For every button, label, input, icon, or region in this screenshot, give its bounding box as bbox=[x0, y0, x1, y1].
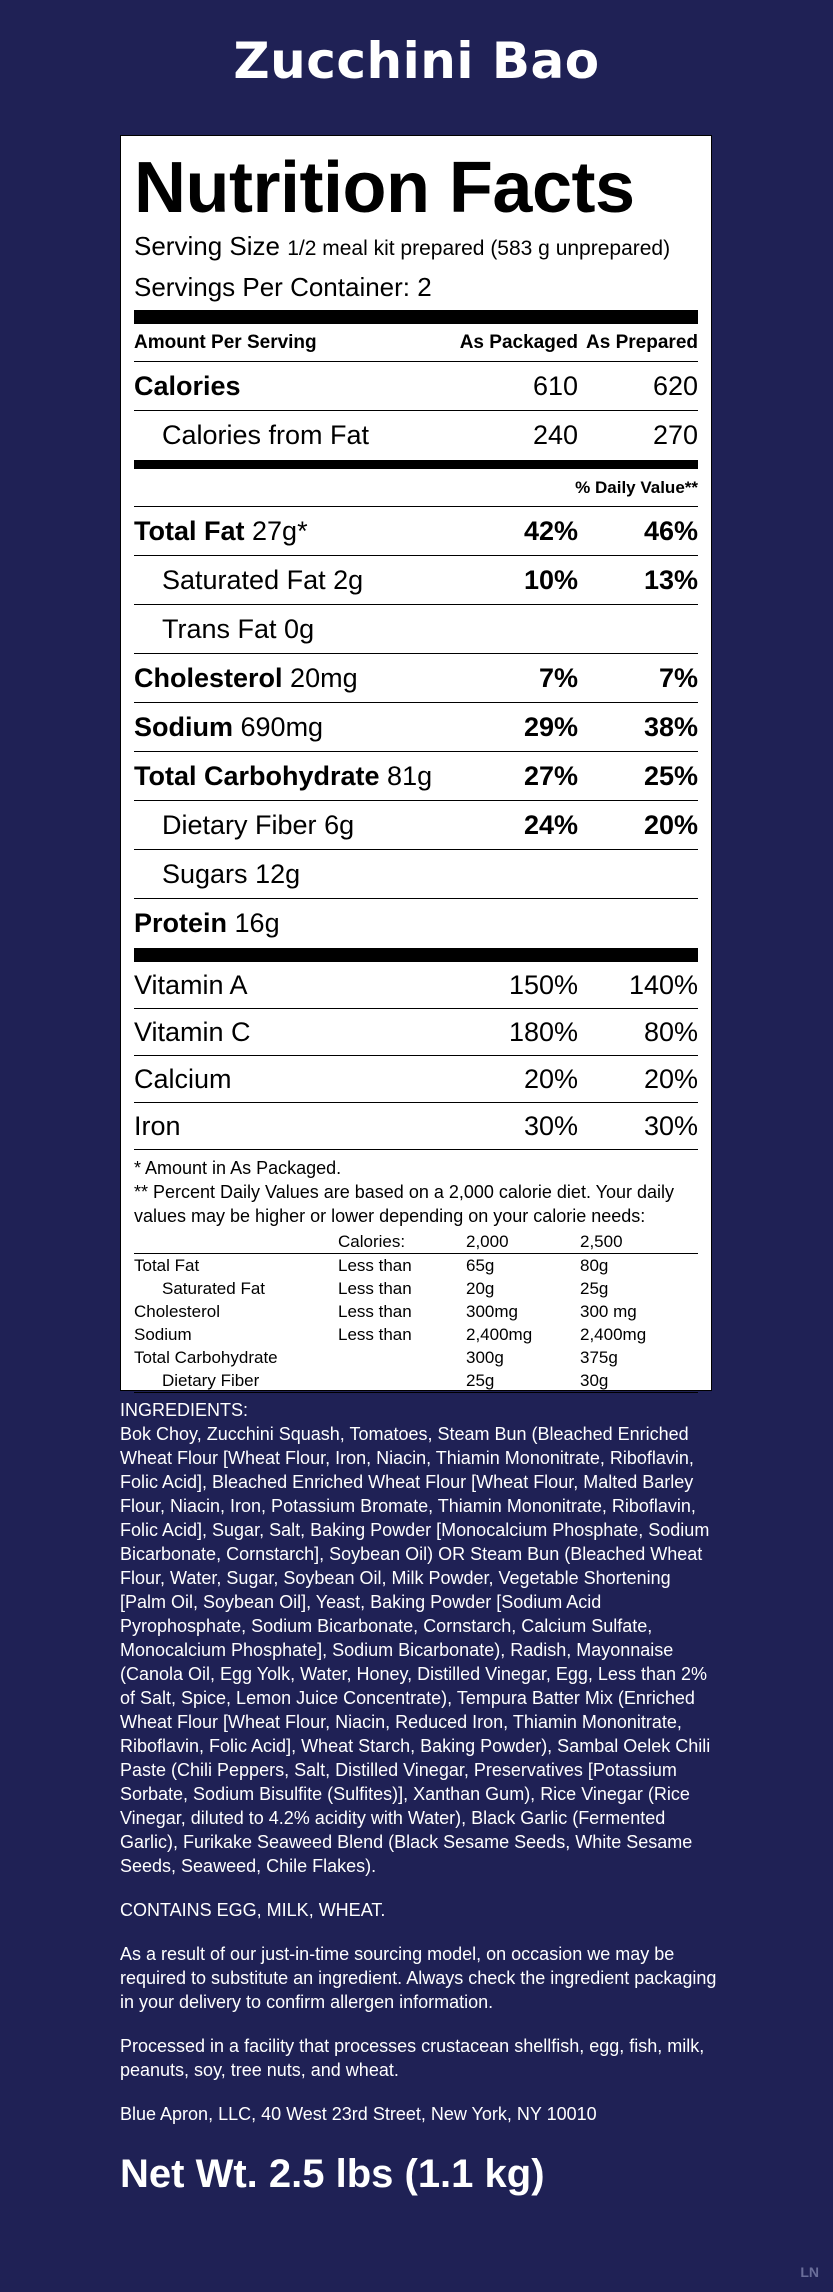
amount-per-serving: Amount Per Serving bbox=[134, 331, 317, 353]
nutrient-row-total-carbohydrate bbox=[134, 752, 698, 801]
nutrient-prepared: 13% bbox=[643, 564, 698, 595]
vitamin-packaged: 180% bbox=[508, 1016, 578, 1047]
reference-cell: Sodium bbox=[134, 1325, 192, 1344]
calories-packaged: 610 bbox=[532, 370, 578, 401]
reference-cell: 2,000 bbox=[466, 1230, 580, 1254]
nutrient-row-total-fat bbox=[134, 507, 698, 556]
reference-cell: Cholesterol bbox=[134, 1302, 220, 1321]
facility-note: Processed in a facility that processes crustacean shellfish, egg, fish, milk, peanuts, soy, tree nuts, and wheat. bbox=[120, 2036, 705, 2080]
reference-cell: 2,400mg bbox=[580, 1325, 647, 1344]
reference-cell bbox=[134, 1230, 338, 1254]
vitamin-name: Vitamin A bbox=[134, 969, 248, 1000]
reference-cell: Calories: bbox=[338, 1230, 466, 1254]
reference-row bbox=[134, 1369, 698, 1393]
reference-cell: 300 mg bbox=[580, 1302, 637, 1321]
nutrient-packaged: 27% bbox=[523, 760, 578, 791]
calories-from-fat-label: Calories from Fat bbox=[162, 420, 370, 450]
nutrient-prepared: 25% bbox=[643, 760, 698, 791]
reference-cell: Less than bbox=[338, 1325, 412, 1344]
reference-cell: 30g bbox=[580, 1369, 698, 1393]
amount-header-row bbox=[134, 324, 698, 362]
nutrient-packaged: 42% bbox=[523, 515, 578, 546]
vitamin-row-c bbox=[134, 1009, 698, 1056]
vitamin-prepared: 140% bbox=[628, 969, 698, 1000]
reference-cell bbox=[338, 1346, 466, 1369]
calories-from-fat-prepared: 270 bbox=[652, 420, 698, 450]
reference-cell: 2,400mg bbox=[466, 1325, 533, 1344]
vitamin-prepared: 80% bbox=[643, 1016, 698, 1047]
reference-cell: Dietary Fiber bbox=[134, 1369, 338, 1393]
serving-size-label: Serving Size bbox=[134, 231, 280, 261]
nutrient-row-sugars bbox=[134, 850, 698, 899]
daily-values-reference-table bbox=[134, 1230, 698, 1393]
nutrient-amount: 0g bbox=[284, 613, 315, 644]
reference-cell: Less than bbox=[338, 1302, 412, 1321]
product-info bbox=[120, 1398, 720, 2146]
nutrition-facts-heading: Nutrition Facts bbox=[134, 148, 635, 228]
divider-thick bbox=[134, 948, 698, 962]
vitamin-prepared: 30% bbox=[643, 1110, 698, 1141]
nutrient-amount: 690mg bbox=[240, 711, 324, 742]
vitamin-name: Calcium bbox=[134, 1063, 232, 1094]
nutrient-row-dietary-fiber bbox=[134, 801, 698, 850]
nutrient-prepared: 38% bbox=[643, 711, 698, 742]
nutrient-row-cholesterol bbox=[134, 654, 698, 703]
nutrient-name: Total Carbohydrate bbox=[134, 760, 380, 791]
reference-cell: Total Carbohydrate bbox=[134, 1348, 278, 1367]
vitamin-packaged: 30% bbox=[523, 1110, 578, 1141]
nutrient-row-sodium bbox=[134, 703, 698, 752]
reference-row bbox=[134, 1300, 698, 1323]
nutrient-name: Total Fat bbox=[134, 515, 245, 546]
calories-label: Calories bbox=[134, 370, 241, 401]
reference-cell: 300g bbox=[466, 1348, 504, 1367]
reference-cell: Saturated Fat bbox=[162, 1279, 266, 1298]
reference-row bbox=[134, 1277, 698, 1300]
reference-cell: Less than bbox=[338, 1256, 412, 1275]
nutrient-prepared: 7% bbox=[658, 662, 698, 693]
footnote-daily-values: ** Percent Daily Values are based on a 2,000 calorie diet. Your daily values may be higher or lower depending on your calorie needs: bbox=[134, 1182, 675, 1226]
vitamin-name: Iron bbox=[134, 1110, 181, 1141]
serving-size bbox=[134, 230, 698, 265]
allergen-statement: CONTAINS EGG, MILK, WHEAT. bbox=[120, 1900, 386, 1920]
nutrient-packaged: 29% bbox=[523, 711, 578, 742]
mineral-row-calcium bbox=[134, 1056, 698, 1103]
nutrient-name: Cholesterol bbox=[134, 662, 283, 693]
nutrient-prepared: 20% bbox=[643, 809, 698, 840]
footnote-packaged: * Amount in As Packaged. bbox=[134, 1158, 342, 1178]
col-prepared-header: As Prepared bbox=[586, 331, 698, 353]
reference-cell: 300mg bbox=[466, 1302, 518, 1321]
ingredients-label: INGREDIENTS: bbox=[120, 1400, 249, 1420]
nutrient-name: Sodium bbox=[134, 711, 233, 742]
mineral-row-iron bbox=[134, 1103, 698, 1150]
sourcing-note: As a result of our just-in-time sourcing model, on occasion we may be required to substitute an ingredient. Always check the ingredient packaging in your delivery to confirm allergen information. bbox=[120, 1944, 717, 2012]
nutrient-amount: 12g bbox=[255, 858, 301, 889]
net-weight: Net Wt. 2.5 lbs (1.1 kg) bbox=[120, 2152, 545, 2196]
nutrient-name: Sugars bbox=[162, 858, 248, 889]
nutrient-packaged: 10% bbox=[523, 564, 578, 595]
nutrient-row-saturated-fat bbox=[134, 556, 698, 605]
nutrient-amount: 2g bbox=[333, 564, 364, 595]
ingredients-text: Bok Choy, Zucchini Squash, Tomatoes, Steam Bun (Bleached Enriched Wheat Flour [Wheat Flour, Iron, Niacin, Thiamin Mononitrate, Riboflavin, Folic Acid], Bleached Enriched Wheat Flour [Wheat Flour, Malted Barley Flour, Niacin, Iron, Potassium Bromate, Thiamin Mononitrate, Riboflavin, Folic Acid], Sugar, Salt, Baking Powder [Monocalcium Phosphate, Sodium Bicarbonate, Cornstarch], Soybean Oil) OR Steam Bun (Bleached Wheat Flour, Water, Sugar, Soybean Oil, Milk Powder, Vegetable Shortening [Palm Oil, Soybean Oil], Yeast, Baking Powder [Sodium Acid Pyrophosphate, Sodium Bicarbonate, Cornstarch, Calcium Sulfate, Monocalcium Phosphate], Sodium Bicarbonate), Radish, Mayonnaise (Canola Oil, Egg Yolk, Water, Honey, Distilled Vinegar, Egg, Less than 2% of Salt, Spice, Lemon Juice Concentrate), Tempura Batter Mix (Enriched Wheat Flour [Wheat Flour, Niacin, Reduced Iron, Thiamin Mononitrate, Riboflavin, Folic Acid], Wheat Starch, Baking Powder), Sambal Oelek Chili Paste (Chili Peppers, Salt, Distilled Vinegar, Preservatives [Potassium Sorbate, Sodium Bisulfite (Sulfites)], Xanthan Gum), Rice Vinegar (Rice Vinegar, diluted to 4.2% acidity with Water), Black Garlic (Fermented Garlic), Furikake Seaweed Blend (Black Sesame Seeds, White Sesame Seeds, Seaweed, Chile Flakes). bbox=[120, 1424, 711, 1876]
nutrient-name: Saturated Fat bbox=[162, 564, 326, 595]
reference-cell: 375g bbox=[580, 1348, 618, 1367]
nutrient-amount: 27g* bbox=[252, 515, 308, 546]
company-address: Blue Apron, LLC, 40 West 23rd Street, New York, NY 10010 bbox=[120, 2104, 597, 2124]
reference-cell: 80g bbox=[580, 1256, 609, 1275]
reference-row bbox=[134, 1254, 698, 1278]
divider-thick bbox=[134, 310, 698, 324]
reference-cell: 20g bbox=[466, 1279, 495, 1298]
nutrient-name: Dietary Fiber bbox=[162, 809, 317, 840]
vitamin-name: Vitamin C bbox=[134, 1016, 251, 1047]
nutrient-name: Protein bbox=[134, 908, 228, 938]
corner-mark: LN bbox=[800, 2264, 819, 2280]
nutrient-amount: 16g bbox=[234, 908, 280, 938]
calories-from-fat-row bbox=[134, 411, 698, 460]
col-packaged-header: As Packaged bbox=[459, 331, 578, 353]
calories-prepared: 620 bbox=[652, 370, 698, 401]
nutrient-amount: 20mg bbox=[290, 662, 358, 693]
nutrition-label bbox=[120, 135, 712, 1391]
reference-header-row bbox=[134, 1230, 698, 1254]
nutrient-packaged: 24% bbox=[523, 809, 578, 840]
reference-cell bbox=[338, 1369, 466, 1393]
reference-cell: 25g bbox=[580, 1279, 609, 1298]
serving-size-value: 1/2 meal kit prepared (583 g unprepared) bbox=[287, 237, 671, 260]
calories-row bbox=[134, 362, 698, 411]
vitamin-packaged: 150% bbox=[508, 969, 578, 1000]
daily-value-header: % Daily Value** bbox=[134, 469, 698, 507]
reference-row bbox=[134, 1323, 698, 1346]
vitamin-packaged: 20% bbox=[523, 1063, 578, 1094]
nutrient-packaged: 7% bbox=[538, 662, 578, 693]
reference-cell: 2,500 bbox=[580, 1230, 698, 1254]
nutrient-row-trans-fat bbox=[134, 605, 698, 654]
reference-cell: Total Fat bbox=[134, 1256, 200, 1275]
reference-cell: 65g bbox=[466, 1256, 495, 1275]
calories-from-fat-packaged: 240 bbox=[532, 420, 578, 450]
divider-medium bbox=[134, 460, 698, 469]
vitamin-row-a bbox=[134, 962, 698, 1009]
reference-cell: 25g bbox=[466, 1369, 580, 1393]
servings-per-container: Servings Per Container: 2 bbox=[134, 272, 432, 302]
reference-row bbox=[134, 1346, 698, 1369]
nutrient-amount: 81g bbox=[387, 760, 433, 791]
nutrient-name: Trans Fat bbox=[162, 613, 277, 644]
nutrient-row-protein bbox=[134, 899, 698, 948]
product-title: Zucchini Bao bbox=[233, 32, 600, 90]
reference-cell: Less than bbox=[338, 1279, 412, 1298]
vitamin-prepared: 20% bbox=[643, 1063, 698, 1094]
nutrient-prepared: 46% bbox=[643, 515, 698, 546]
nutrient-amount: 6g bbox=[324, 809, 355, 840]
